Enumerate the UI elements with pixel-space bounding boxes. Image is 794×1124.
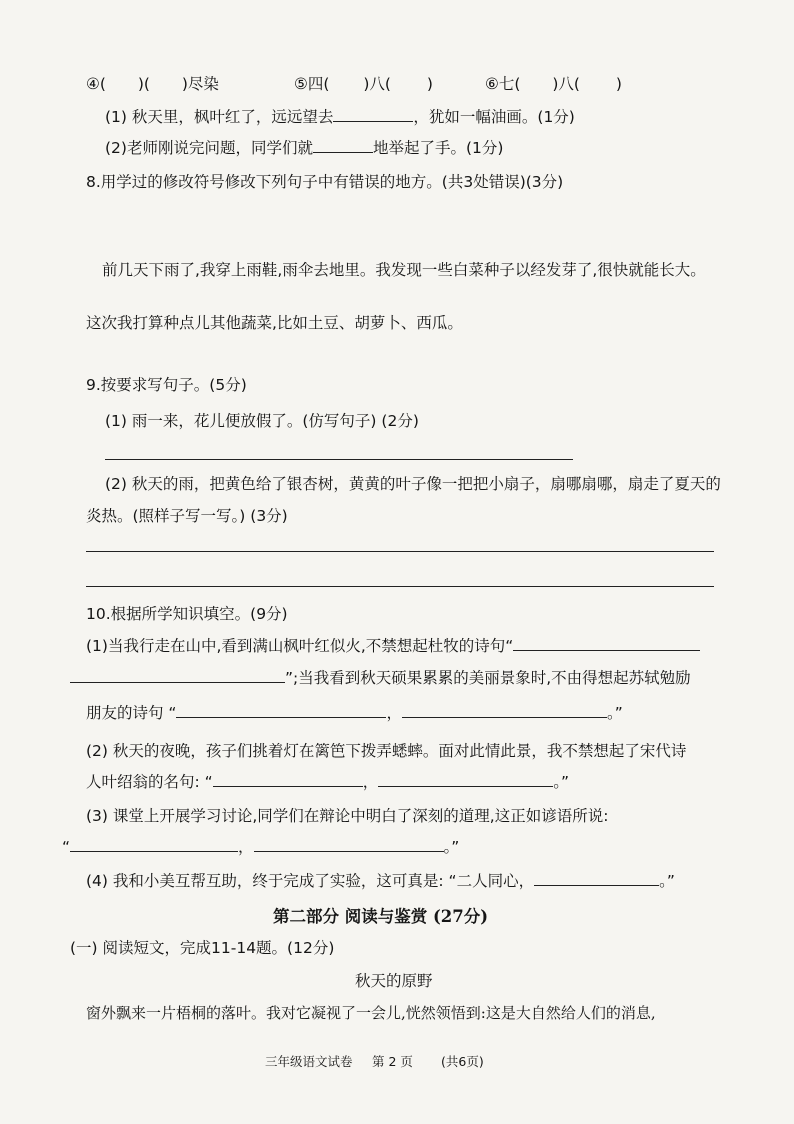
q10-s3-blank-2[interactable] (254, 837, 444, 852)
q7-s1-post: ，犹如一幅油画。(1分) (413, 108, 575, 126)
q7-item-4-mid: )( (137, 75, 150, 93)
q10-s1-blank-3[interactable] (176, 703, 386, 718)
q10-s2-line-2 (86, 772, 569, 792)
q7-s1-pre: (1) 秋天里，枫叶红了，远远望去 (105, 108, 334, 126)
q10-s1-comma: ， (386, 704, 402, 722)
q10-s4 (86, 871, 675, 891)
q10-s2-blank-1[interactable] (213, 772, 363, 787)
q10-title: 10.根据所学知识填空。(9分) (86, 605, 288, 623)
q10-s4-blank[interactable] (534, 871, 659, 886)
footer-exam-name: 三年级语文试卷 (265, 1054, 353, 1069)
q10-s1-end: 。” (606, 704, 623, 722)
q10-s1-text-3: 朋友的诗句 “ (86, 704, 177, 722)
q10-s2-blank-2[interactable] (378, 772, 553, 787)
q10-s1-blank-4[interactable] (402, 703, 607, 718)
q7-item-6-label: ⑥七( (485, 75, 521, 93)
q7-s2-post: 地举起了手。(1分) (372, 139, 504, 157)
q8-line-2[interactable]: 这次我打算种点儿其他蔬菜,比如土豆、胡萝卜、西瓜。 (86, 314, 463, 332)
q7-s2-pre: (2)老师刚说完问题，同学们就 (105, 139, 313, 157)
q9-part-2-line-2: 炎热。(照样子写一写。) (3分) (86, 507, 288, 525)
q10-s3-line-2 (62, 837, 459, 857)
q10-s1-text: (1)当我行走在山中,看到满山枫叶红似火,不禁想起杜牧的诗句“ (86, 637, 514, 655)
q7-item-5-label: ⑤四( (294, 75, 330, 93)
q10-s2-end: 。” (553, 773, 569, 791)
q10-s1-line-2 (70, 668, 691, 688)
q10-s3-end: 。” (443, 838, 460, 856)
footer-total-pages: (共6页) (441, 1054, 484, 1069)
q10-s3-line-1: (3) 课堂上开展学习讨论,同学们在辩论中明白了深刻的道理,这正如谚语所说: (86, 807, 609, 825)
q10-s4-end: 。” (659, 872, 675, 890)
q9-part-1: (1) 雨一来，花儿便放假了。(仿写句子) (2分) (105, 412, 419, 430)
part-2-heading: 第二部分 阅读与鉴赏 (27分) (273, 907, 489, 926)
q10-s3-open: “ (62, 838, 71, 856)
q7-item-6-mid: )八( (552, 75, 580, 93)
q9-answer-line-1[interactable] (105, 459, 573, 460)
q9-part-2-line-1: (2) 秋天的雨，把黄色给了银杏树，黄黄的叶子像一把把小扇子，扇哪扇哪，扇走了夏天的 (105, 475, 721, 493)
q7-item-4-label: ④( (86, 75, 106, 93)
q7-s1-blank[interactable] (333, 107, 413, 122)
q10-s1-line-3 (86, 703, 623, 723)
q7-item-5-end: ) (426, 75, 433, 93)
q10-s4-text: (4) 我和小美互帮互助，终于完成了实验，这可真是: “二人同心， (86, 872, 535, 890)
q7-item-6-end: ) (615, 75, 622, 93)
q10-s1-text-2: ”;当我看到秋天硕果累累的美丽景象时,不由得想起苏轼勉励 (285, 669, 691, 687)
q10-s2-line-1: (2) 秋天的夜晚，孩子们挑着灯在篱笆下拨弄蟋蟀。面对此情此景，我不禁想起了宋代诗 (86, 742, 687, 760)
part-2-reading-instruction: (一) 阅读短文，完成11-14题。(12分) (70, 939, 335, 957)
q7-sentence-1 (105, 107, 575, 127)
q10-s1-blank-2[interactable] (70, 668, 285, 683)
q9-title: 9.按要求写句子。(5分) (86, 376, 247, 394)
q10-s1-line-1 (86, 636, 700, 656)
q10-s1-blank-1[interactable] (513, 636, 700, 651)
q10-s3-blank-1[interactable] (70, 837, 238, 852)
q8-line-1[interactable]: 前几天下雨了,我穿上雨鞋,雨伞去地里。我发现一些白菜种子以经发芽了,很快就能长大。 (102, 261, 706, 279)
q7-sentence-2 (105, 138, 503, 158)
passage-title: 秋天的原野 (355, 972, 433, 990)
footer-page-number: 第 2 页 (372, 1054, 413, 1069)
q8-title: 8.用学过的修改符号修改下列句子中有错误的地方。(共3处错误)(3分) (86, 173, 564, 191)
q7-s2-blank[interactable] (313, 138, 373, 153)
q7-item-5-mid: )八( (363, 75, 391, 93)
q10-s3-comma: ， (238, 838, 254, 856)
q7-item-4-end: )尽染 (181, 75, 219, 93)
q9-answer-line-2[interactable] (86, 551, 714, 552)
passage-line-1: 窗外飘来一片梧桐的落叶。我对它凝视了一会儿,恍然领悟到:这是大自然给人们的消息, (86, 1004, 656, 1022)
q10-s2-text: 人叶绍翁的名句: “ (86, 773, 213, 791)
q9-answer-line-3[interactable] (86, 586, 714, 587)
q7-item-6 (485, 74, 622, 94)
q10-s2-comma: ， (362, 773, 379, 791)
q7-item-4 (86, 74, 219, 94)
q7-item-5 (294, 74, 433, 94)
